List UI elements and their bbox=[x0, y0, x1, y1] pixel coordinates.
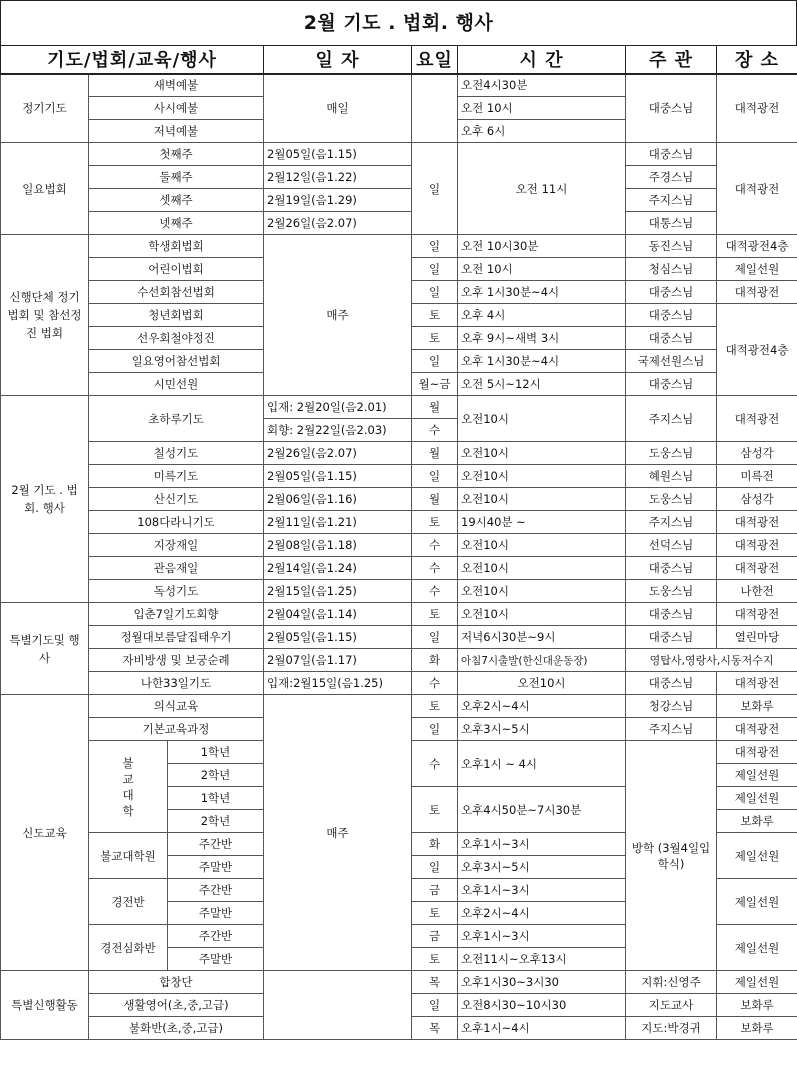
host-cell: 동진스님 bbox=[626, 235, 717, 258]
time-cell: 저녁6시30분~9시 bbox=[458, 626, 626, 649]
place-cell: 대적광전 bbox=[717, 741, 797, 764]
place-cell: 대적광전 bbox=[717, 534, 797, 557]
category-cell: 신도교육 bbox=[1, 695, 89, 971]
host-cell: 대중스님 bbox=[626, 74, 717, 143]
host-cell: 선덕스님 bbox=[626, 534, 717, 557]
time-cell: 오전10시 bbox=[458, 396, 626, 442]
event-name: 생활영어(초,중,고급) bbox=[89, 994, 264, 1017]
host-cell: 도웅스님 bbox=[626, 442, 717, 465]
event-name: 지장재일 bbox=[89, 534, 264, 557]
schedule-table bbox=[0, 45, 797, 1040]
date-cell: 2월14일(음1.24) bbox=[264, 557, 412, 580]
table-row bbox=[1, 649, 797, 672]
day-cell: 화 bbox=[412, 833, 458, 856]
grade-cell: 2학년 bbox=[168, 810, 264, 833]
host-cell: 도웅스님 bbox=[626, 488, 717, 511]
time-cell: 오전10시 bbox=[458, 488, 626, 511]
class-cell: 주말반 bbox=[168, 902, 264, 925]
day-cell: 일 bbox=[412, 994, 458, 1017]
host-cell: 대중스님 bbox=[626, 327, 717, 350]
header-row bbox=[1, 46, 797, 74]
class-cell: 주간반 bbox=[168, 879, 264, 902]
day-cell: 수 bbox=[412, 557, 458, 580]
day-cell: 수 bbox=[412, 741, 458, 787]
event-name: 자비방생 및 보궁순례 bbox=[89, 649, 264, 672]
time-cell: 오후3시~5시 bbox=[458, 856, 626, 879]
day-cell: 목 bbox=[412, 971, 458, 994]
event-name: 학생회법회 bbox=[89, 235, 264, 258]
date-cell: 2월06일(음1.16) bbox=[264, 488, 412, 511]
header-host: 주 관 bbox=[626, 46, 717, 74]
page-title: 2월 기도 . 법회. 행사 bbox=[0, 0, 797, 45]
event-name: 사시예불 bbox=[89, 97, 264, 120]
date-cell: 2월12일(음1.22) bbox=[264, 166, 412, 189]
event-name: 어린이법회 bbox=[89, 258, 264, 281]
host-cell: 지휘:신영주 bbox=[626, 971, 717, 994]
day-cell: 수 bbox=[412, 580, 458, 603]
table-row bbox=[1, 74, 797, 97]
table-row bbox=[1, 580, 797, 603]
date-cell: 매주 bbox=[264, 695, 412, 971]
day-cell: 일 bbox=[412, 856, 458, 879]
place-cell: 대적광전 bbox=[717, 396, 797, 442]
event-name: 기본교육과정 bbox=[89, 718, 264, 741]
time-cell: 오후4시50분~7시30분 bbox=[458, 787, 626, 833]
time-cell: 오전 10시 bbox=[458, 97, 626, 120]
day-cell bbox=[412, 74, 458, 143]
time-cell: 오후 1시30분~4시 bbox=[458, 281, 626, 304]
date-cell: 매주 bbox=[264, 235, 412, 396]
time-cell: 오전 11시 bbox=[458, 143, 626, 235]
grade-cell: 1학년 bbox=[168, 787, 264, 810]
host-cell: 대통스님 bbox=[626, 212, 717, 235]
date-cell: 입재: 2월20일(음2.01) bbox=[264, 396, 412, 419]
day-cell: 일 bbox=[412, 281, 458, 304]
day-cell: 토 bbox=[412, 948, 458, 971]
header-place: 장 소 bbox=[717, 46, 797, 74]
class-cell: 주말반 bbox=[168, 856, 264, 879]
category-cell: 특별기도및 행사 bbox=[1, 603, 89, 695]
day-cell: 토 bbox=[412, 511, 458, 534]
host-cell: 방학 (3월4일입학식) bbox=[626, 741, 717, 971]
place-cell: 미륵전 bbox=[717, 465, 797, 488]
host-cell: 대중스님 bbox=[626, 557, 717, 580]
host-cell: 지도교사 bbox=[626, 994, 717, 1017]
day-cell: 월 bbox=[412, 396, 458, 419]
table-row bbox=[1, 557, 797, 580]
event-name: 첫째주 bbox=[89, 143, 264, 166]
day-cell: 토 bbox=[412, 695, 458, 718]
host-cell: 주지스님 bbox=[626, 511, 717, 534]
place-cell: 대적광전 bbox=[717, 281, 797, 304]
place-cell: 나한전 bbox=[717, 580, 797, 603]
host-cell: 청심스님 bbox=[626, 258, 717, 281]
day-cell: 토 bbox=[412, 902, 458, 925]
date-cell: 매일 bbox=[264, 74, 412, 143]
day-cell: 토 bbox=[412, 304, 458, 327]
day-cell: 일 bbox=[412, 235, 458, 258]
day-cell: 화 bbox=[412, 649, 458, 672]
host-cell: 혜원스님 bbox=[626, 465, 717, 488]
table-row bbox=[1, 672, 797, 695]
time-cell: 오전 5시~12시 bbox=[458, 373, 626, 396]
time-cell: 오전10시 bbox=[458, 672, 626, 695]
time-cell: 아침7시출발(한신대운동장) bbox=[458, 649, 626, 672]
buddhist-college-label: 불 교 대 학 bbox=[89, 741, 168, 833]
table-row bbox=[1, 603, 797, 626]
event-name: 산신기도 bbox=[89, 488, 264, 511]
day-cell: 토 bbox=[412, 603, 458, 626]
time-cell: 오전10시 bbox=[458, 465, 626, 488]
date-cell: 2월04일(음1.14) bbox=[264, 603, 412, 626]
place-cell: 대적광전 bbox=[717, 143, 797, 235]
event-name: 칠성기도 bbox=[89, 442, 264, 465]
date-cell: 2월08일(음1.18) bbox=[264, 534, 412, 557]
date-cell: 2월07일(음1.17) bbox=[264, 649, 412, 672]
place-cell: 대적광전 bbox=[717, 511, 797, 534]
grade-cell: 2학년 bbox=[168, 764, 264, 787]
time-cell: 오후1시~3시 bbox=[458, 833, 626, 856]
day-cell: 토 bbox=[412, 327, 458, 350]
place-cell: 삼성각 bbox=[717, 442, 797, 465]
event-name: 저녁예불 bbox=[89, 120, 264, 143]
host-cell: 국제선원스님 bbox=[626, 350, 717, 373]
event-name: 셋째주 bbox=[89, 189, 264, 212]
day-cell: 일 bbox=[412, 626, 458, 649]
place-cell: 제일선원 bbox=[717, 971, 797, 994]
time-cell: 19시40분 ~ bbox=[458, 511, 626, 534]
day-cell: 일 bbox=[412, 718, 458, 741]
event-name: 수선회참선법회 bbox=[89, 281, 264, 304]
day-cell: 월~금 bbox=[412, 373, 458, 396]
place-cell: 열린마당 bbox=[717, 626, 797, 649]
host-cell: 대중스님 bbox=[626, 373, 717, 396]
host-cell: 대중스님 bbox=[626, 304, 717, 327]
table-row bbox=[1, 488, 797, 511]
day-cell: 일 bbox=[412, 143, 458, 235]
course-name: 불교대학원 bbox=[89, 833, 168, 879]
time-cell: 오후1시~4시 bbox=[458, 1017, 626, 1040]
date-cell: 2월05일(음1.15) bbox=[264, 465, 412, 488]
table-row bbox=[1, 465, 797, 488]
table-row bbox=[1, 511, 797, 534]
date-cell: 2월11일(음1.21) bbox=[264, 511, 412, 534]
host-cell: 대중스님 bbox=[626, 626, 717, 649]
place-cell: 보화루 bbox=[717, 810, 797, 833]
table-row bbox=[1, 534, 797, 557]
place-cell: 보화루 bbox=[717, 994, 797, 1017]
time-cell: 오후1시~3시 bbox=[458, 879, 626, 902]
time-cell: 오전 10시 bbox=[458, 258, 626, 281]
day-cell: 일 bbox=[412, 465, 458, 488]
host-cell: 도웅스님 bbox=[626, 580, 717, 603]
time-cell: 오후2시~4시 bbox=[458, 902, 626, 925]
category-cell: 일요법회 bbox=[1, 143, 89, 235]
date-cell: 2월15일(음1.25) bbox=[264, 580, 412, 603]
time-cell: 오전11시~오후13시 bbox=[458, 948, 626, 971]
event-name: 의식교육 bbox=[89, 695, 264, 718]
event-name: 입춘7일기도회향 bbox=[89, 603, 264, 626]
category-cell: 정기기도 bbox=[1, 74, 89, 143]
table-row bbox=[1, 189, 797, 212]
place-cell: 대적광전 bbox=[717, 557, 797, 580]
event-name: 넷째주 bbox=[89, 212, 264, 235]
host-cell: 주지스님 bbox=[626, 718, 717, 741]
place-cell: 삼성각 bbox=[717, 488, 797, 511]
table-row bbox=[1, 626, 797, 649]
place-cell: 제일선원 bbox=[717, 925, 797, 971]
host-cell: 대중스님 bbox=[626, 143, 717, 166]
time-cell: 오전10시 bbox=[458, 534, 626, 557]
time-cell: 오전10시 bbox=[458, 603, 626, 626]
time-cell: 오후 6시 bbox=[458, 120, 626, 143]
time-cell: 오전10시 bbox=[458, 580, 626, 603]
day-cell: 월 bbox=[412, 488, 458, 511]
place-cell: 대적광전 bbox=[717, 672, 797, 695]
date-cell: 2월05일(음1.15) bbox=[264, 143, 412, 166]
event-name: 일요영어참선법회 bbox=[89, 350, 264, 373]
course-name: 경전심화반 bbox=[89, 925, 168, 971]
date-cell: 2월26일(음2.07) bbox=[264, 212, 412, 235]
host-cell: 대중스님 bbox=[626, 281, 717, 304]
time-cell: 오후1시 ~ 4시 bbox=[458, 741, 626, 787]
day-cell: 월 bbox=[412, 442, 458, 465]
day-cell: 수 bbox=[412, 534, 458, 557]
time-cell: 오전10시 bbox=[458, 442, 626, 465]
event-name: 새벽예불 bbox=[89, 74, 264, 97]
day-cell: 일 bbox=[412, 350, 458, 373]
table-row bbox=[1, 235, 797, 258]
header-date: 일 자 bbox=[264, 46, 412, 74]
category-cell: 특별신행활동 bbox=[1, 971, 89, 1040]
date-cell: 2월26일(음2.07) bbox=[264, 442, 412, 465]
place-cell: 제일선원 bbox=[717, 764, 797, 787]
day-cell: 일 bbox=[412, 258, 458, 281]
host-cell: 대중스님 bbox=[626, 603, 717, 626]
place-cell: 제일선원 bbox=[717, 787, 797, 810]
time-cell: 오전8시30~10시30 bbox=[458, 994, 626, 1017]
header-time: 시 간 bbox=[458, 46, 626, 74]
event-name: 나한33일기도 bbox=[89, 672, 264, 695]
event-name: 둘째주 bbox=[89, 166, 264, 189]
time-cell: 오후2시~4시 bbox=[458, 695, 626, 718]
host-cell: 주지스님 bbox=[626, 189, 717, 212]
host-cell: 대중스님 bbox=[626, 672, 717, 695]
place-cell: 보화루 bbox=[717, 1017, 797, 1040]
date-cell bbox=[264, 971, 412, 1040]
time-cell: 오후 4시 bbox=[458, 304, 626, 327]
event-name: 미륵기도 bbox=[89, 465, 264, 488]
time-cell: 오전 10시30분 bbox=[458, 235, 626, 258]
date-cell: 회향: 2월22일(음2.03) bbox=[264, 419, 412, 442]
header-day: 요일 bbox=[412, 46, 458, 74]
time-cell: 오후 1시30분~4시 bbox=[458, 350, 626, 373]
place-cell: 제일선원 bbox=[717, 879, 797, 925]
table-row bbox=[1, 396, 797, 419]
table-row bbox=[1, 695, 797, 718]
time-cell: 오후3시~5시 bbox=[458, 718, 626, 741]
date-cell: 2월19일(음1.29) bbox=[264, 189, 412, 212]
date-cell: 2월05일(음1.15) bbox=[264, 626, 412, 649]
class-cell: 주간반 bbox=[168, 925, 264, 948]
day-cell: 금 bbox=[412, 925, 458, 948]
host-cell: 청강스님 bbox=[626, 695, 717, 718]
event-name: 관음재일 bbox=[89, 557, 264, 580]
time-cell: 오전4시30분 bbox=[458, 74, 626, 97]
event-name: 선우회철야정진 bbox=[89, 327, 264, 350]
event-name: 청년회법회 bbox=[89, 304, 264, 327]
day-cell: 토 bbox=[412, 787, 458, 833]
host-place-cell: 영탑사,영랑사,시동저수지 bbox=[626, 649, 797, 672]
place-cell: 대적광전 bbox=[717, 74, 797, 143]
event-name: 초하루기도 bbox=[89, 396, 264, 442]
host-cell: 지도:박경귀 bbox=[626, 1017, 717, 1040]
host-cell: 주지스님 bbox=[626, 396, 717, 442]
time-cell: 오후1시30~3시30 bbox=[458, 971, 626, 994]
event-name: 합창단 bbox=[89, 971, 264, 994]
table-row bbox=[1, 442, 797, 465]
place-cell: 대적광전4층 bbox=[717, 304, 797, 396]
event-name: 정월대보름달집태우기 bbox=[89, 626, 264, 649]
event-name: 시민선원 bbox=[89, 373, 264, 396]
place-cell: 대적광전 bbox=[717, 718, 797, 741]
event-name: 108다라니기도 bbox=[89, 511, 264, 534]
day-cell: 수 bbox=[412, 419, 458, 442]
category-cell: 2월 기도 . 법회. 행사 bbox=[1, 396, 89, 603]
time-cell: 오후 9시~새벽 3시 bbox=[458, 327, 626, 350]
day-cell: 금 bbox=[412, 879, 458, 902]
class-cell: 주간반 bbox=[168, 833, 264, 856]
time-cell: 오전10시 bbox=[458, 557, 626, 580]
host-cell: 주경스님 bbox=[626, 166, 717, 189]
class-cell: 주말반 bbox=[168, 948, 264, 971]
day-cell: 목 bbox=[412, 1017, 458, 1040]
time-cell: 오후1시~3시 bbox=[458, 925, 626, 948]
place-cell: 대적광전 bbox=[717, 603, 797, 626]
place-cell: 제일선원 bbox=[717, 833, 797, 879]
table-row bbox=[1, 212, 797, 235]
header-category: 기도/법회/교육/행사 bbox=[1, 46, 264, 74]
place-cell: 제일선원 bbox=[717, 258, 797, 281]
table-row bbox=[1, 166, 797, 189]
course-name: 경전반 bbox=[89, 879, 168, 925]
table-row bbox=[1, 143, 797, 166]
table-row bbox=[1, 971, 797, 994]
place-cell: 대적광전4층 bbox=[717, 235, 797, 258]
event-name: 독성기도 bbox=[89, 580, 264, 603]
day-cell: 수 bbox=[412, 672, 458, 695]
place-cell: 보화루 bbox=[717, 695, 797, 718]
date-cell: 입재:2월15일(음1.25) bbox=[264, 672, 412, 695]
grade-cell: 1학년 bbox=[168, 741, 264, 764]
event-name: 불화반(초,중,고급) bbox=[89, 1017, 264, 1040]
category-cell: 신행단체 정기법회 및 참선정진 법회 bbox=[1, 235, 89, 396]
